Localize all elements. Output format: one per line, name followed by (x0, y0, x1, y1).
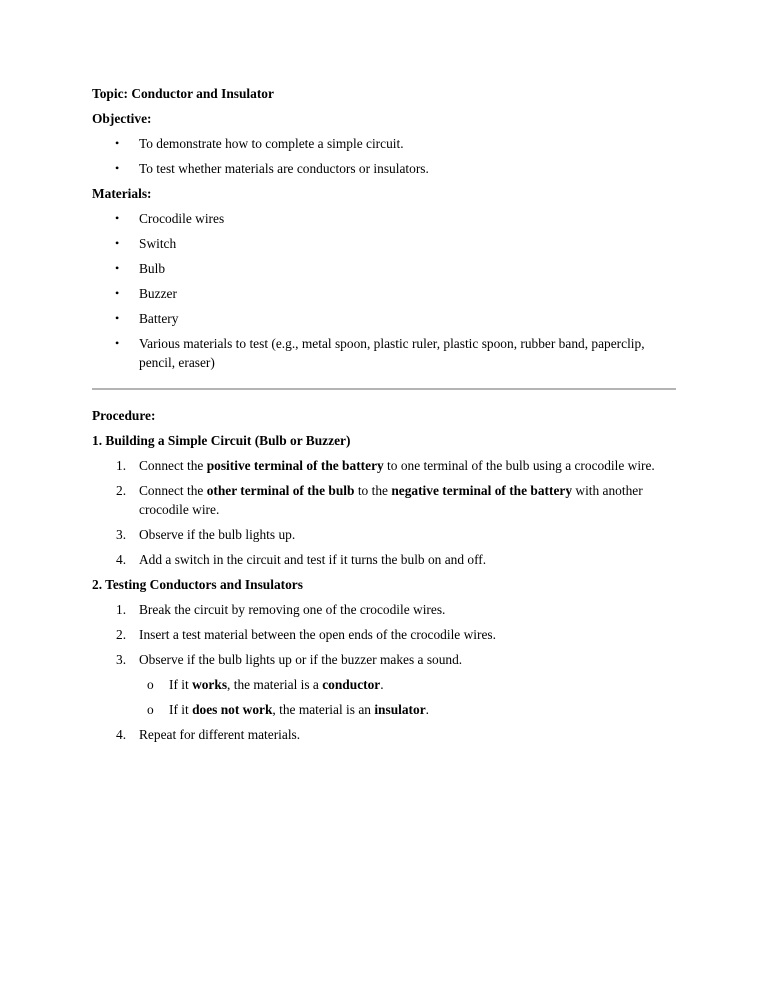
list-item-text: Bulb (139, 261, 166, 276)
section-heading: 1. Building a Simple Circuit (Bulb or Buzzer) (92, 433, 351, 448)
text-segment: to the (354, 483, 392, 498)
step-text (139, 483, 643, 517)
list-item-text: Battery (139, 311, 179, 326)
step-number: 2. (116, 627, 127, 642)
sub-list-container (92, 675, 676, 719)
text-segment: Insert a test material between the open ends of the crocodile wires. (139, 627, 496, 642)
text-segment: Observe if the bulb lights up. (139, 527, 296, 542)
list-item (92, 284, 676, 303)
text-segment: . (380, 677, 384, 692)
list-item (92, 259, 676, 278)
text-segment: Observe if the bulb lights up or if the buzzer makes a sound. (139, 652, 463, 667)
objective-heading: Objective: (92, 111, 152, 126)
step-number: 4. (116, 552, 127, 567)
bullet-icon: • (115, 311, 120, 325)
list-item-text: Buzzer (139, 286, 177, 301)
text-segment: Add a switch in the circuit and test if it turns the bulb on and off. (139, 552, 487, 567)
list-item (92, 159, 676, 178)
text-segment: to one terminal of the bulb using a crocodile wire. (383, 458, 655, 473)
sub-list (92, 675, 676, 719)
text-segment: Repeat for different materials. (139, 727, 301, 742)
list-item-text: Crocodile wires (139, 211, 225, 226)
objective-list (92, 134, 676, 178)
step-number: 1. (116, 602, 127, 617)
materials-list (92, 209, 676, 372)
list-item-text: Various materials to test (e.g., metal spoon, plastic ruler, plastic spoon, rubber band, paperclip, pencil, eraser) (139, 336, 645, 370)
procedure-heading: Procedure: (92, 408, 156, 423)
circle-bullet-icon: o (147, 702, 154, 717)
step-text (139, 552, 486, 567)
bullet-icon: • (115, 136, 120, 150)
step-text (139, 627, 496, 642)
bullet-icon: • (115, 261, 120, 275)
step-item (92, 481, 676, 519)
bullet-icon: • (115, 236, 120, 250)
bold-text: negative terminal of the battery (391, 483, 573, 498)
text-segment: Break the circuit by removing one of the crocodile wires. (139, 602, 446, 617)
step-number: 2. (116, 483, 127, 498)
step-item (92, 456, 676, 475)
step-number: 4. (116, 727, 127, 742)
text-segment: If it (169, 702, 193, 717)
step-number: 1. (116, 458, 127, 473)
step-text (139, 458, 655, 473)
list-item (92, 234, 676, 253)
step-number: 3. (116, 652, 127, 667)
step-item (92, 550, 676, 569)
bullet-icon: • (115, 211, 120, 225)
sub-item (92, 700, 676, 719)
step-number: 3. (116, 527, 127, 542)
section-heading: 2. Testing Conductors and Insulators (92, 577, 303, 592)
step-text (139, 652, 462, 667)
bold-text: conductor (322, 677, 381, 692)
text-segment: with another crocodile wire. (139, 483, 643, 517)
list-item (92, 334, 676, 372)
text-segment: , the material is a (227, 677, 323, 692)
step-item (92, 525, 676, 544)
step-list (92, 456, 676, 569)
circle-bullet-icon: o (147, 677, 154, 692)
bullet-icon: • (115, 161, 120, 175)
list-item-text: To test whether materials are conductors or insulators. (139, 161, 429, 176)
list-item (92, 134, 676, 153)
step-list (92, 600, 676, 744)
step-text (139, 727, 300, 742)
text-segment: If it (169, 677, 193, 692)
list-item (92, 209, 676, 228)
step-text (139, 602, 445, 617)
horizontal-divider (92, 388, 676, 390)
topic-heading: Topic: Conductor and Insulator (92, 86, 274, 101)
bold-text: insulator (374, 702, 426, 717)
sub-item-text (169, 677, 384, 692)
list-item-text: To demonstrate how to complete a simple circuit. (139, 136, 404, 151)
materials-heading: Materials: (92, 186, 152, 201)
text-segment: Connect the (139, 483, 207, 498)
step-item (92, 600, 676, 619)
text-segment: , the material is an (272, 702, 375, 717)
procedure-sections (92, 431, 676, 744)
document-page (92, 84, 676, 750)
text-segment: Connect the (139, 458, 207, 473)
bold-text: works (192, 677, 228, 692)
step-item (92, 625, 676, 644)
bullet-icon: • (115, 336, 120, 350)
step-text (139, 527, 295, 542)
text-segment: . (425, 702, 430, 717)
bold-text: other terminal of the bulb (206, 483, 355, 498)
sub-item (92, 675, 676, 694)
bold-text: positive terminal of the battery (206, 458, 384, 473)
step-item (92, 725, 676, 744)
list-item-text: Switch (139, 236, 177, 251)
step-item (92, 650, 676, 669)
bold-text: does not work (192, 702, 273, 717)
sub-item-text (169, 702, 429, 717)
bullet-icon: • (115, 286, 120, 300)
list-item (92, 309, 676, 328)
